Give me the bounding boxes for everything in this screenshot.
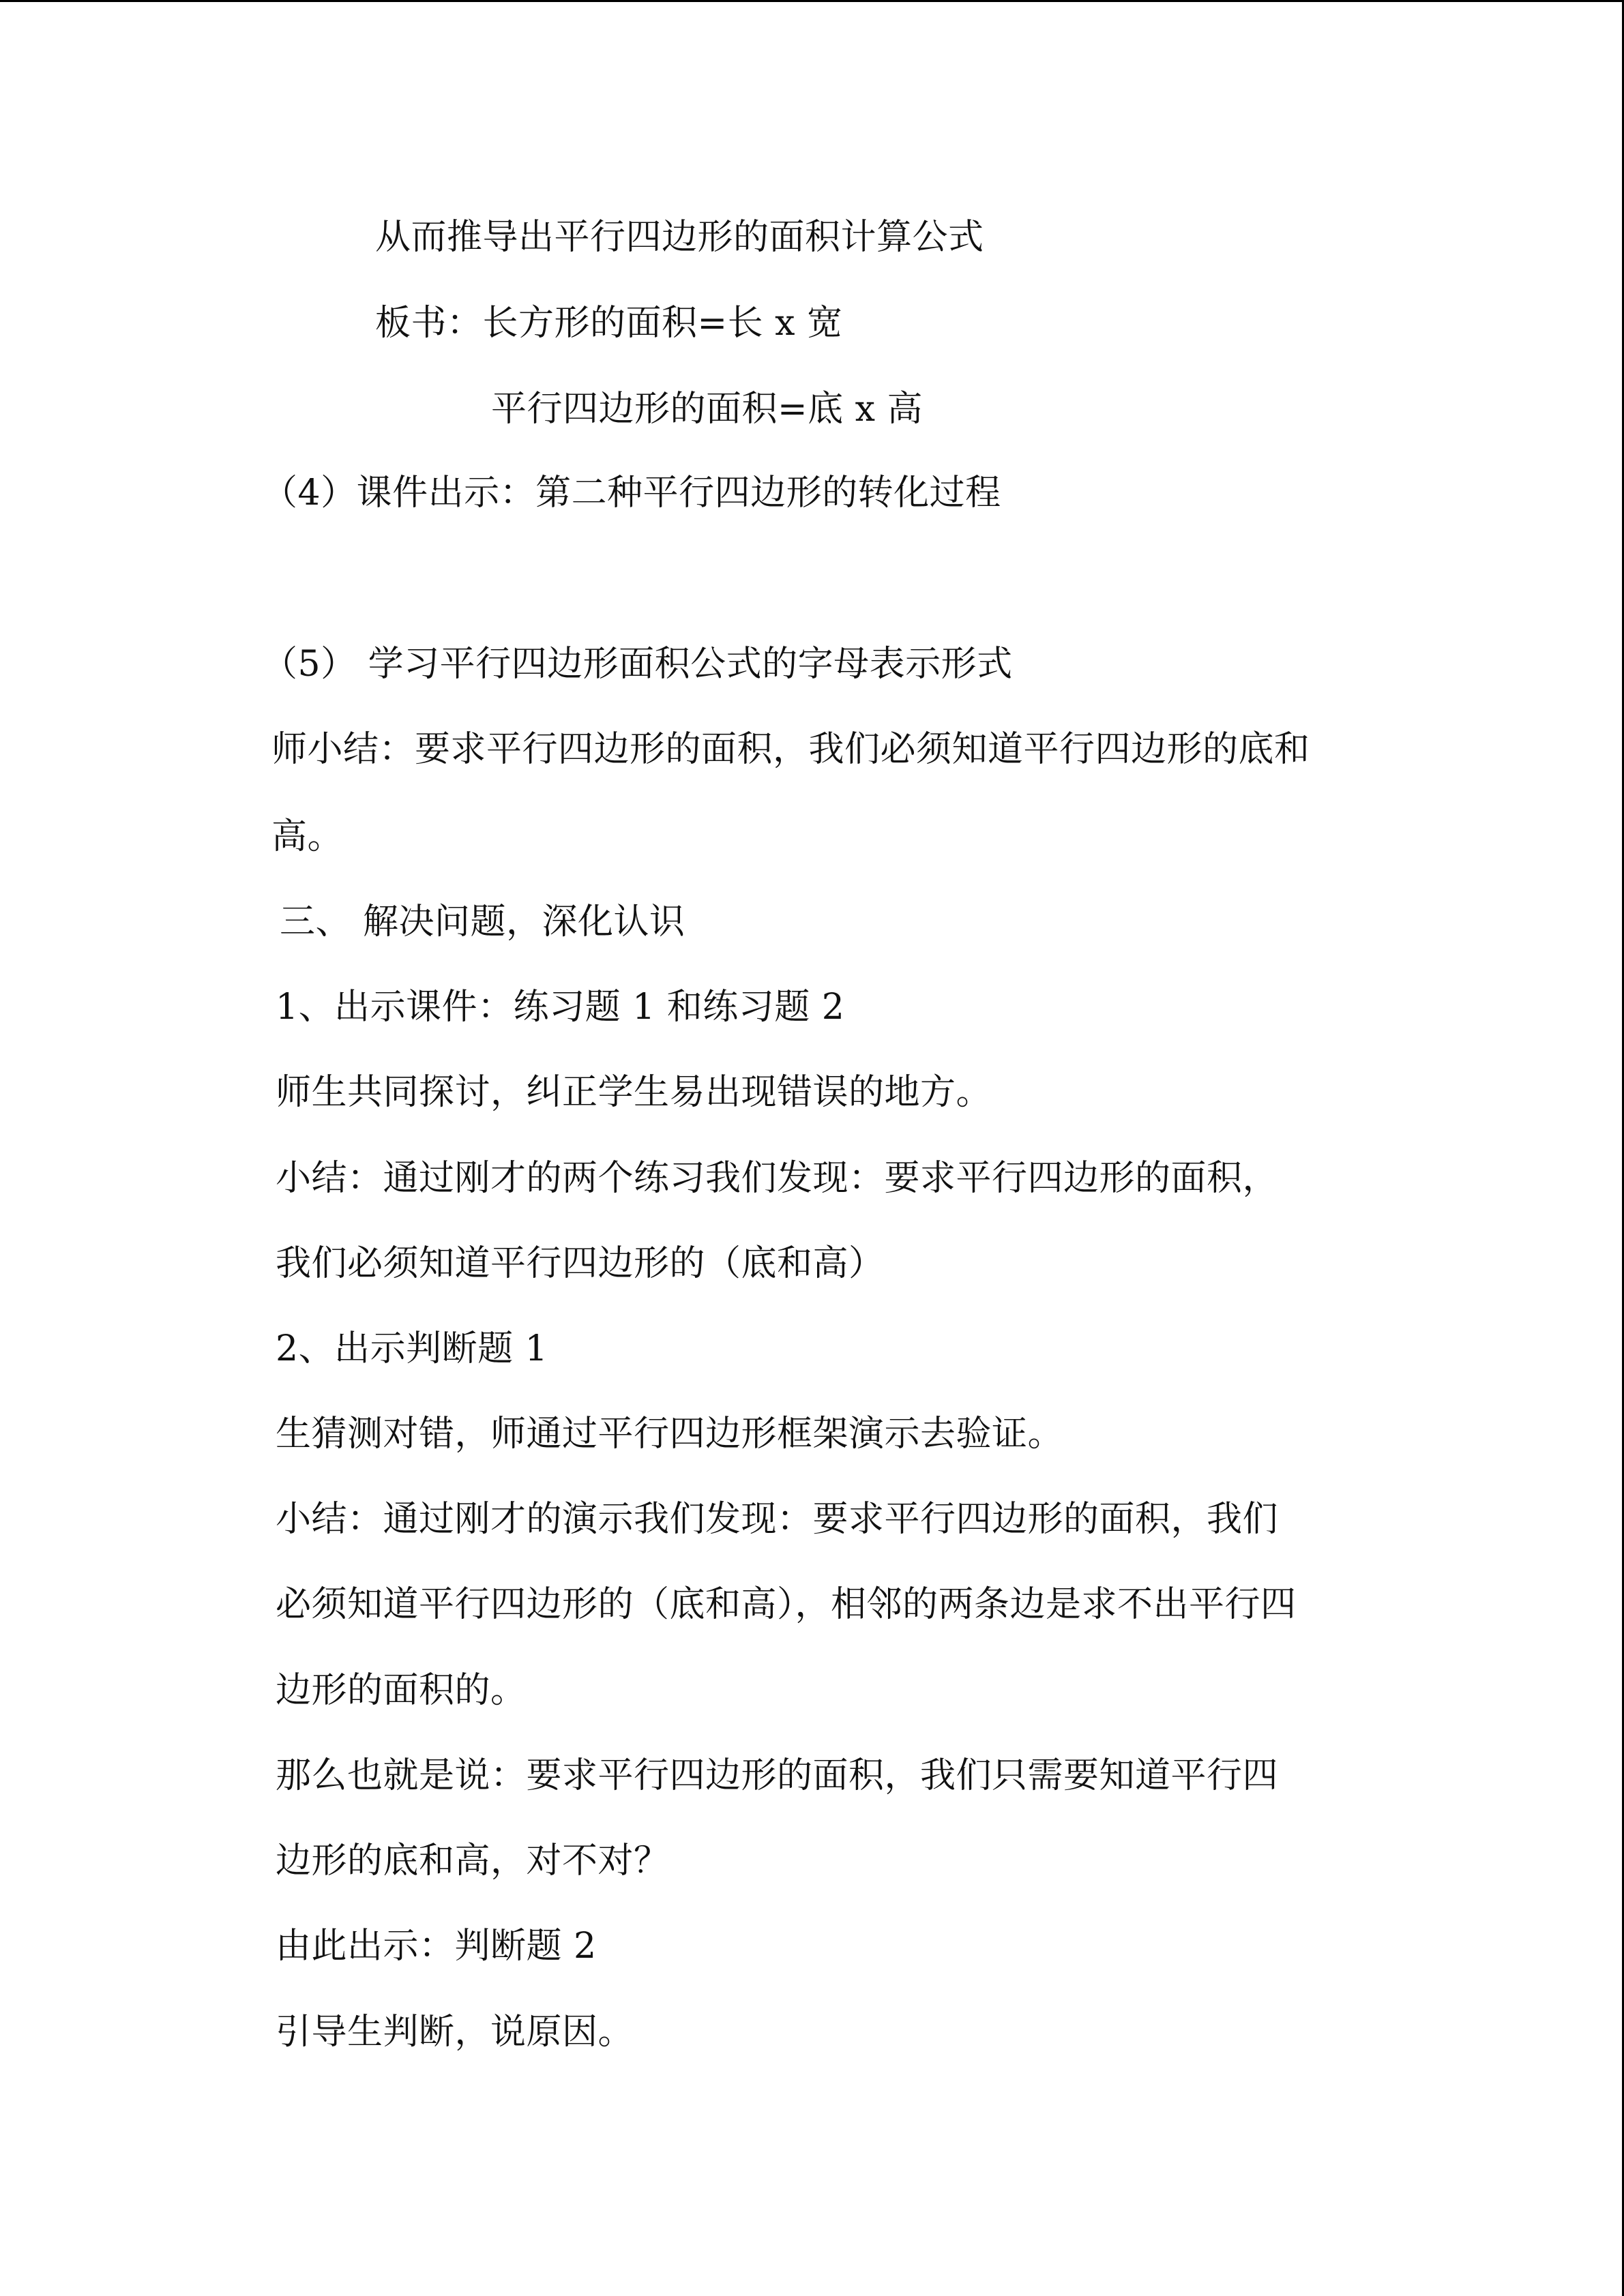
text-line-17: 边形的面积的。 [276, 1670, 527, 1711]
text-line-2: 板书：长方形的面积=长 x 宽 [375, 303, 843, 344]
text-line-13: 2、出示判断题 1 [276, 1328, 548, 1369]
text-line-5: （5） 学习平行四边形面积公式的字母表示形式 [262, 644, 1013, 685]
text-line-10: 师生共同探讨，纠正学生易出现错误的地方。 [276, 1072, 992, 1113]
text-line-4: （4）课件出示：第二种平行四边形的转化过程 [262, 473, 1001, 513]
page-top-border [0, 0, 1624, 2]
text-line-15: 小结：通过刚才的演示我们发现：要求平行四边形的面积，我们 [276, 1499, 1279, 1540]
text-line-11: 小结：通过刚才的两个练习我们发现：要求平行四边形的面积， [276, 1158, 1279, 1199]
text-line-3: 平行四边形的面积=底 x 高 [491, 389, 923, 430]
text-line-19: 边形的底和高，对不对？ [276, 1840, 670, 1881]
text-line-6: 师小结：要求平行四边形的面积，我们必须知道平行四边形的底和 [271, 729, 1310, 770]
text-line-18: 那么也就是说：要求平行四边形的面积，我们只需要知道平行四 [276, 1755, 1279, 1796]
section-heading-3: 三、 解决问题，深化认识 [280, 901, 685, 942]
text-line-14: 生猜测对错，师通过平行四边形框架演示去验证。 [276, 1414, 1064, 1455]
text-line-16: 必须知道平行四边形的（底和高），相邻的两条边是求不出平行四 [276, 1584, 1297, 1625]
text-line-7: 高。 [271, 816, 344, 857]
text-line-9: 1、出示课件：练习题 1 和练习题 2 [276, 987, 845, 1028]
text-line-12: 我们必须知道平行四边形的（底和高） [276, 1243, 885, 1284]
text-line-20: 由此出示：判断题 2 [276, 1926, 597, 1967]
text-line-21: 引导生判断，说原因。 [276, 2012, 634, 2053]
text-line-1: 从而推导出平行四边形的面积计算公式 [375, 217, 984, 258]
